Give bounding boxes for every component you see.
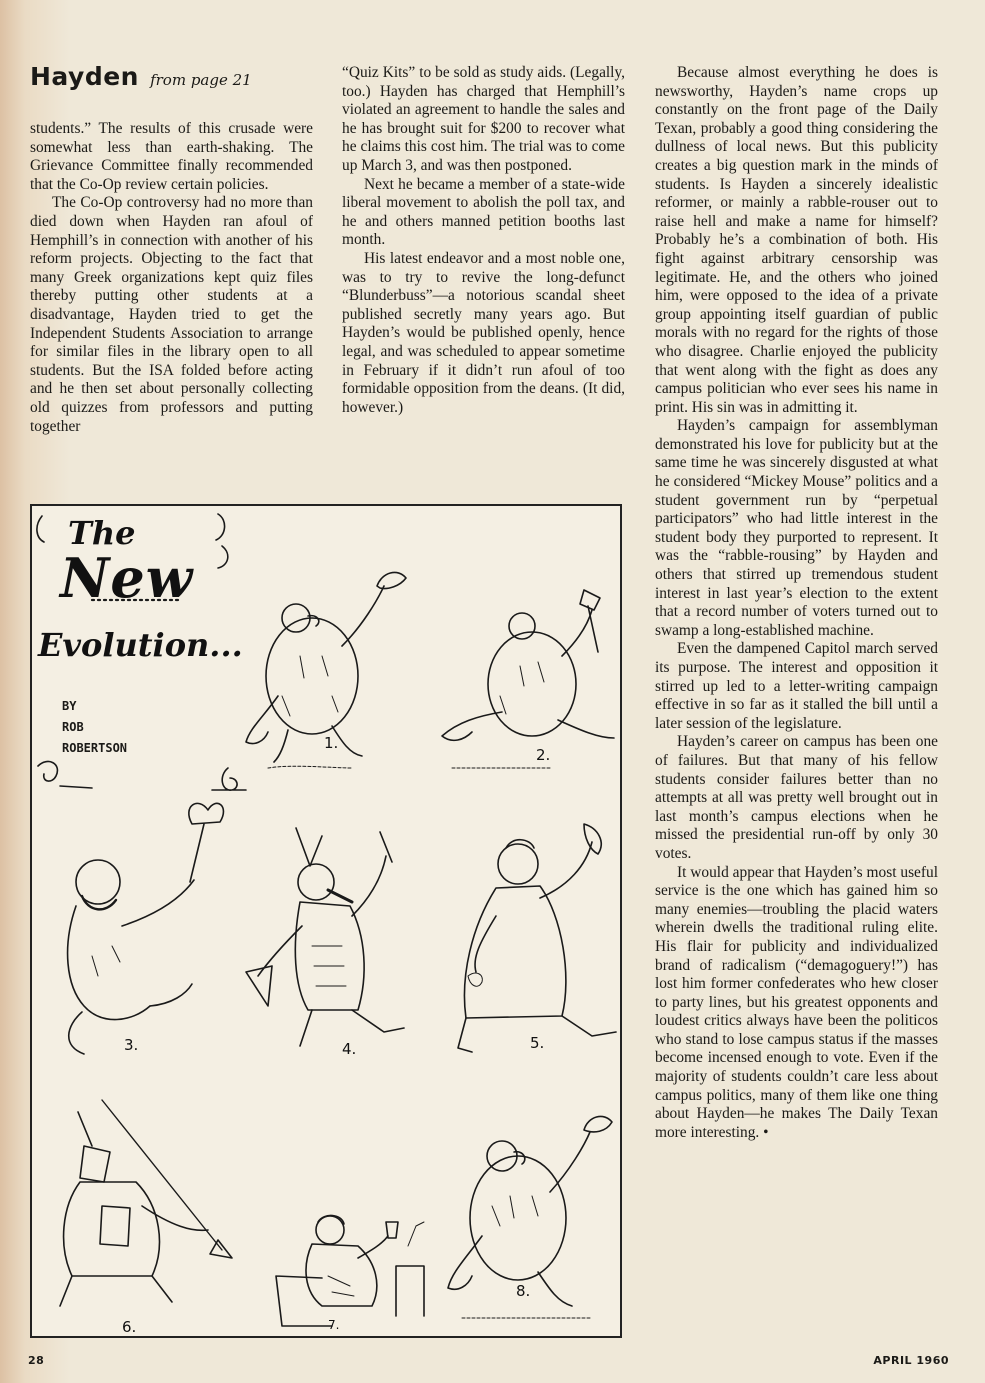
figure-number-4: 4.	[342, 1040, 357, 1058]
paragraph: Because almost everything he does is newsworthy, Hayden’s name crops up constantly on the front page of the Daily Texan, probably a good thing considering the dullness of local news. But this publicity creates a big question mark in the minds of students. Is Hayden a sincerely idealistic reformer, or mainly a rabble-rouser out to raise hell and make a name for himself? Probably he’s a combination of both. His fight against arbitrary censorship was legitimate. He, and the others who joined him, were opposed to the idea of a private group appointing itself guardian of public morals with no regard for the rights of those who disagree. Charlie enjoyed the publicity that went along with the fight as does any campus politician who ever sees his name in print. His sin was in admitting it.	[655, 64, 938, 416]
figure-warrior-with-club	[246, 828, 404, 1046]
figure-number-5: 5.	[530, 1034, 545, 1052]
cartoon-title-evolution: Evolution...	[38, 626, 243, 664]
figure-number-6: 6.	[122, 1318, 137, 1336]
paragraph: Hayden’s campaign for assemblyman demonstrated his love for publicity but at the same time he was sincerely disgusted at what he considered “Mickey Mouse” politics and a student government run by “perpetual participators” who had little interest in the student body they purported to represent. It was the “rabble-rousing” by Hayden and others that stirred up tremendous student interest in last year’s election to the extent that a record number of voters turned out to swamp a long-established machine.	[655, 417, 938, 639]
cartoon-byline: BY ROB ROBERTSON	[62, 699, 128, 755]
paragraph: students.” The results of this crusade were somewhat less than earth-shaking. The Grievance Committee finally recommended that the Co-Op review certain policies.	[30, 120, 313, 193]
page-number: 28	[28, 1354, 45, 1367]
paragraph: His latest endeavor and a most noble one, was to try to revive the long-defunct “Blunderbuss”—a notorious scandal sheet published secretly many years ago. But Hayden’s would be published openly, hence legal, and was scheduled to appear sometime in February if it didn’t run afoul of too formidable opposition from the deans. (It did, however.)	[342, 249, 625, 416]
cartoon-title-new: New	[60, 546, 194, 610]
paragraph: Next he became a member of a state-wide liberal movement to abolish the poll tax, and he and others manned petition booths last month.	[342, 175, 625, 249]
paragraph: Even the dampened Capitol march served its purpose. The interest and opposition it stirred up led to a letter-writing campaign effective in so far as it stalled the bill until a later session of the legislature.	[655, 640, 938, 732]
heading-continued-from: from page 21	[150, 71, 252, 89]
article-heading	[30, 62, 252, 91]
cartoon-title-the: The	[68, 514, 136, 552]
text-column-2	[342, 64, 625, 417]
figure-roman-with-scroll	[458, 824, 616, 1052]
text-column-3	[655, 64, 938, 1142]
paragraph: It would appear that Hayden’s most useful service is the one which has gained him so many enemies—troubling the placid waters wherein dwells the traditional ruling elite. His flair for publicity and individualized brand of radicalism (“demagoguery!”) has lost him former confederates who hew closer to party lines, but his greatest opponents and loudest critics always have been the politicos who stand to lose campus status if the masses become incensed enough to vote. Even if the majority of students couldn’t care less about campus politics, many of them like one thing about Hayden—he makes The Daily Texan more interesting. •	[655, 863, 938, 1141]
paragraph: The Co-Op controversy had no more than died down when Hayden ran afoul of Hemphill’s in connection with another of his reform projects. Objecting to the fact that many Greek organizations kept quiz files thereby putting other students at a disadvantage, Hayden tried to get the Independent Students Association to arrange for similar files in the library open to all students. But the ISA folded before acting and he then set about personally collecting old quizzes from professors and putting together	[30, 194, 313, 435]
paragraph: Hayden’s career on campus has been one of failures. But that many of his fellow students consider failures better than no attempts at all was pretty well brought out in last month’s campus elections when he missed the presidential run-off by only 30 votes.	[655, 733, 938, 862]
figure-seated-with-drink	[276, 1215, 424, 1326]
text-column-1	[30, 120, 313, 436]
figure-number-8: 8.	[516, 1282, 531, 1300]
heading-name: Hayden	[30, 62, 139, 91]
figure-number-1: 1.	[324, 734, 339, 752]
figure-ape-with-axe	[442, 590, 614, 768]
figure-caveman-with-torch	[68, 803, 224, 1054]
cartoon-illustration	[30, 504, 622, 1338]
paragraph: “Quiz Kits” to be sold as study aids. (Legally, too.) Hayden has charged that Hemphill’s violated an agreement to handle the sales and he has brought suit for $200 to recover what he claims this cost him. The trial was to come up March 3, and was then postponed.	[342, 64, 625, 174]
figure-number-3: 3.	[124, 1036, 139, 1054]
issue-date: APRIL 1960	[873, 1354, 949, 1367]
figure-knight-with-lance	[60, 1100, 232, 1306]
figure-number-7: 7.	[328, 1318, 340, 1332]
figure-number-2: 2.	[536, 746, 551, 764]
